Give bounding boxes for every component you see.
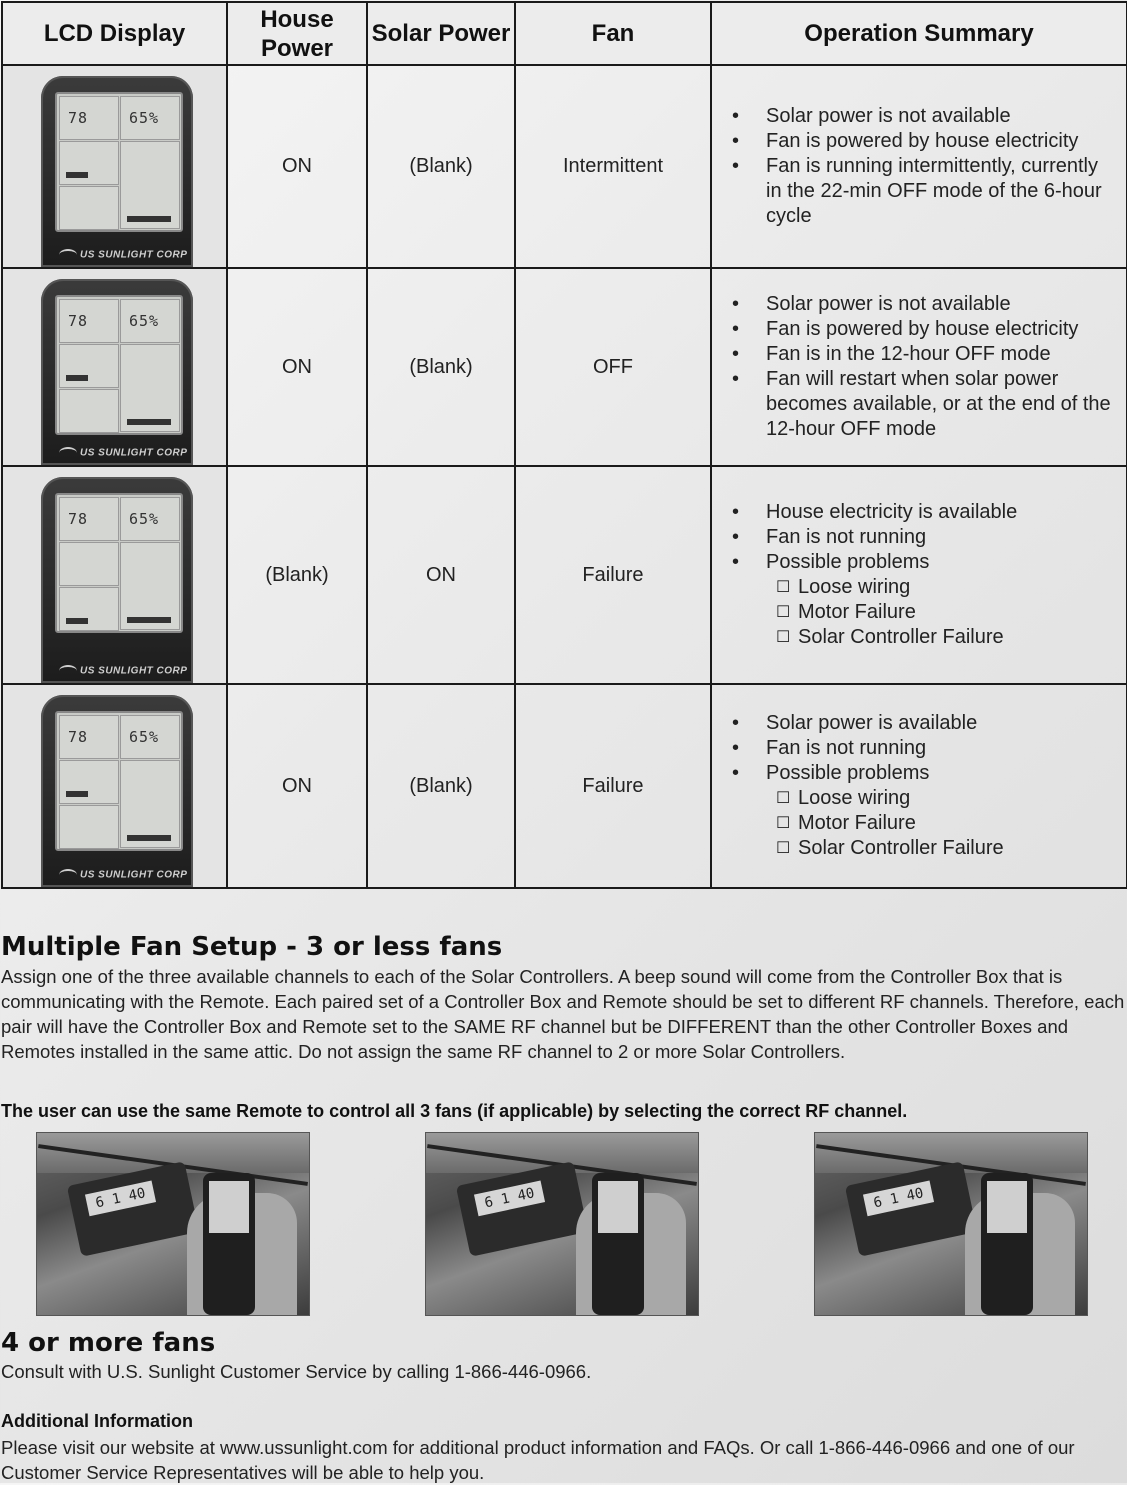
problem-item: ☐ Motor Failure bbox=[776, 601, 916, 623]
bullet-icon: • bbox=[732, 501, 740, 523]
possible-problems-list bbox=[728, 575, 1112, 650]
problem-item: ☐ Loose wiring bbox=[776, 787, 911, 809]
cell-solar: (Blank) bbox=[367, 65, 515, 268]
summary-list bbox=[728, 292, 1112, 442]
problem-item: ☐ Motor Failure bbox=[776, 812, 916, 834]
lcd-humidity: 65% bbox=[129, 312, 160, 330]
lcd-temperature: 78 bbox=[68, 109, 89, 127]
summary-item: • Fan is powered by house electricity bbox=[732, 130, 1079, 152]
summary-item: • Possible problems bbox=[732, 551, 930, 573]
lcd-temperature: 78 bbox=[68, 312, 89, 330]
cell-house: ON bbox=[227, 65, 367, 268]
bullet-icon: • bbox=[732, 343, 740, 365]
cell-operation-summary bbox=[711, 684, 1127, 888]
header-operation-summary: Operation Summary bbox=[711, 2, 1127, 65]
remote-logo: US SUNLIGHT CORP bbox=[59, 665, 187, 677]
cell-solar: (Blank) bbox=[367, 268, 515, 466]
lcd-temperature: 78 bbox=[68, 728, 89, 746]
cell-fan: Failure bbox=[515, 684, 711, 888]
lcd-display-image bbox=[2, 65, 227, 268]
header-house-power: House Power bbox=[227, 2, 367, 65]
bullet-icon: • bbox=[732, 526, 740, 548]
checkbox-icon: ☐ bbox=[776, 604, 791, 621]
summary-item: • Possible problems bbox=[732, 762, 930, 784]
summary-item: • Solar power is not available bbox=[732, 293, 1011, 315]
lcd-humidity: 65% bbox=[129, 510, 160, 528]
summary-list bbox=[728, 500, 1112, 575]
checkbox-icon: ☐ bbox=[776, 629, 791, 646]
header-solar-power: Solar Power bbox=[367, 2, 515, 65]
multi-fan-note: The user can use the same Remote to control all 3 fans (if applicable) by selecting the correct RF channel. bbox=[1, 1101, 908, 1121]
checkbox-icon: ☐ bbox=[776, 840, 791, 857]
remote-lcd-screen bbox=[55, 92, 183, 232]
bullet-icon: • bbox=[732, 105, 740, 127]
four-fans-body: Consult with U.S. Sunlight Customer Service by calling 1-866-446-0966. bbox=[1, 1361, 592, 1382]
summary-item: • Fan is running intermittently, currently in the 22-min OFF mode of the 6-hour cycle bbox=[732, 155, 1102, 227]
summary-item: • Fan is not running bbox=[732, 526, 927, 548]
summary-item: • Fan is powered by house electricity bbox=[732, 318, 1079, 340]
bullet-icon: • bbox=[732, 762, 740, 784]
header-lcd-display: LCD Display bbox=[2, 2, 227, 65]
summary-item: • Fan is in the 12-hour OFF mode bbox=[732, 343, 1051, 365]
summary-item: • Solar power is available bbox=[732, 712, 978, 734]
remote-logo: US SUNLIGHT CORP bbox=[59, 869, 187, 881]
additional-info-body: Please visit our website at www.ussunlight.com for additional product information and FAQs. Or call 1-866-446-0966 and one of our Customer Service Representatives will be able to help you. bbox=[1, 1437, 1075, 1483]
summary-item: • House electricity is available bbox=[732, 501, 1018, 523]
controller-remote-photo bbox=[814, 1132, 1088, 1316]
possible-problems-list bbox=[728, 786, 1112, 861]
lcd-humidity: 65% bbox=[129, 109, 160, 127]
checkbox-icon: ☐ bbox=[776, 815, 791, 832]
cell-fan: Failure bbox=[515, 466, 711, 684]
four-fans-heading: 4 or more fans bbox=[1, 1328, 216, 1358]
remote-illustration bbox=[41, 76, 193, 267]
bullet-icon: • bbox=[732, 155, 740, 177]
problem-item: ☐ Solar Controller Failure bbox=[776, 626, 1004, 648]
remote-illustration bbox=[41, 477, 193, 683]
cell-operation-summary bbox=[711, 466, 1127, 684]
cell-solar: ON bbox=[367, 466, 515, 684]
remote-illustration bbox=[41, 279, 193, 465]
table-row bbox=[2, 268, 1127, 466]
bullet-icon: • bbox=[732, 130, 740, 152]
remote-lcd-screen bbox=[55, 295, 183, 435]
bullet-icon: • bbox=[732, 551, 740, 573]
bullet-icon: • bbox=[732, 368, 740, 390]
remote-logo: US SUNLIGHT CORP bbox=[59, 249, 187, 261]
cell-fan: OFF bbox=[515, 268, 711, 466]
summary-item: • Fan is not running bbox=[732, 737, 927, 759]
controller-remote-photo bbox=[425, 1132, 699, 1316]
summary-list bbox=[728, 711, 1112, 786]
remote-illustration bbox=[41, 695, 193, 887]
lcd-display-image bbox=[2, 684, 227, 888]
bullet-icon: • bbox=[732, 737, 740, 759]
header-fan: Fan bbox=[515, 2, 711, 65]
additional-info-heading: Additional Information bbox=[1, 1411, 193, 1431]
bullet-icon: • bbox=[732, 712, 740, 734]
cell-house: ON bbox=[227, 684, 367, 888]
bullet-icon: • bbox=[732, 293, 740, 315]
table-row bbox=[2, 65, 1127, 268]
lcd-temperature: 78 bbox=[68, 510, 89, 528]
checkbox-icon: ☐ bbox=[776, 579, 791, 596]
table-row bbox=[2, 466, 1127, 684]
photo-display-readout: 6 1 40 bbox=[85, 1181, 156, 1217]
cell-house: (Blank) bbox=[227, 466, 367, 684]
lcd-display-image bbox=[2, 466, 227, 684]
summary-item: • Solar power is not available bbox=[732, 105, 1011, 127]
cell-operation-summary bbox=[711, 65, 1127, 268]
lcd-humidity: 65% bbox=[129, 728, 160, 746]
summary-item: • Fan will restart when solar power becomes available, or at the end of the 12-hour OFF mode bbox=[732, 368, 1111, 440]
summary-list bbox=[728, 104, 1112, 229]
lcd-display-image bbox=[2, 268, 227, 466]
remote-logo: US SUNLIGHT CORP bbox=[59, 447, 187, 459]
cell-operation-summary bbox=[711, 268, 1127, 466]
checkbox-icon: ☐ bbox=[776, 790, 791, 807]
problem-item: ☐ Solar Controller Failure bbox=[776, 837, 1004, 859]
multi-fan-heading: Multiple Fan Setup - 3 or less fans bbox=[1, 932, 503, 962]
remote-lcd-screen bbox=[55, 493, 183, 633]
cell-solar: (Blank) bbox=[367, 684, 515, 888]
bullet-icon: • bbox=[732, 318, 740, 340]
remote-lcd-screen bbox=[55, 711, 183, 851]
photo-display-readout: 6 1 40 bbox=[863, 1181, 934, 1217]
cell-fan: Intermittent bbox=[515, 65, 711, 268]
operation-table bbox=[1, 1, 1127, 889]
problem-item: ☐ Loose wiring bbox=[776, 576, 911, 598]
multi-fan-body: Assign one of the three available channels to each of the Solar Controllers. A beep sound will come from the Controller Box that is communicating with the Remote. Each paired set of a Controller Box and Remote should be set to different RF channels. Therefore, each pair will have the Controller Box and Remote set to the SAME RF channel but be DIFFERENT than the other Controller Boxes and Remotes installed in the same attic. Do not assign the same RF channel to 2 or more Solar Controllers. bbox=[1, 966, 1125, 1062]
table-header-row bbox=[2, 2, 1127, 65]
photo-display-readout: 6 1 40 bbox=[474, 1181, 545, 1217]
table-row bbox=[2, 684, 1127, 888]
cell-house: ON bbox=[227, 268, 367, 466]
controller-remote-photo bbox=[36, 1132, 310, 1316]
